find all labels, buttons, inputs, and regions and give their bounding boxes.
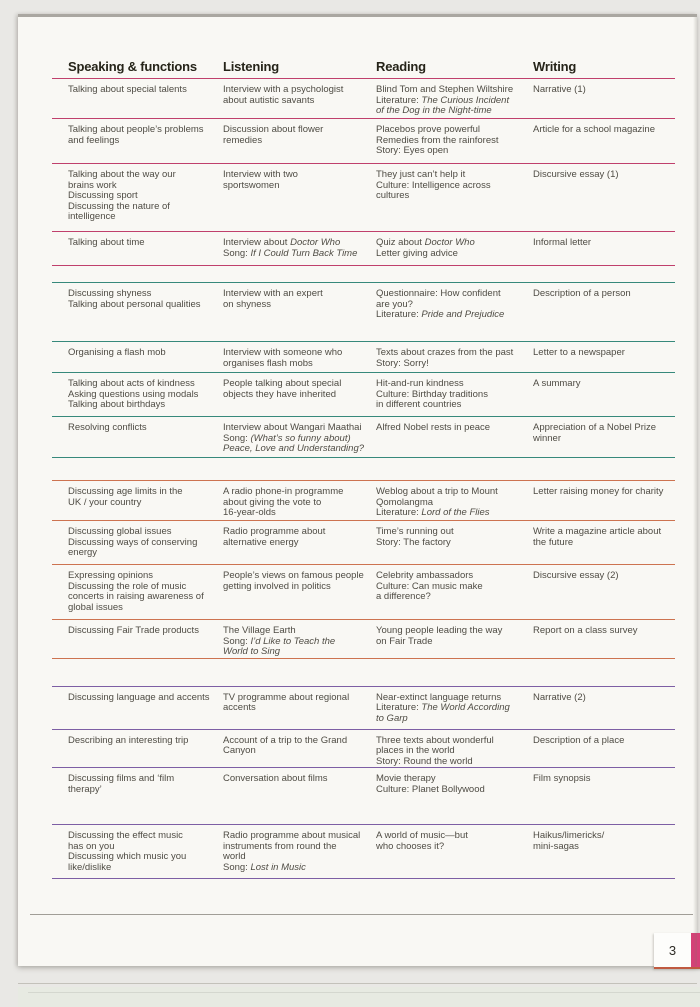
cell-text-line: Interview with someone who <box>223 347 343 358</box>
cell-text-line: Discussing language and accents <box>68 691 210 703</box>
cell-text-line: Canyon <box>223 745 256 756</box>
table-cell <box>376 348 533 372</box>
table-cell <box>223 487 376 520</box>
cell-text-line: Alfred Nobel rests in peace <box>376 422 491 433</box>
table-row <box>52 481 675 521</box>
table-cell <box>52 423 223 457</box>
cell-text-line: Texts about crazes from the past <box>376 347 514 358</box>
cell-text-line: Write a magazine article about <box>533 526 662 537</box>
table-cell <box>52 379 223 416</box>
cell-text-line: Hit-and-run kindness <box>376 378 464 389</box>
table-cell <box>533 571 675 619</box>
table-cell <box>52 85 223 118</box>
cell-text-line: Discussing Fair Trade products <box>68 625 199 636</box>
table-cell <box>376 379 533 416</box>
cell-text-line: Organising a flash mob <box>68 347 166 358</box>
table-cell <box>533 348 675 372</box>
cell-text-line: about giving the vote to <box>223 496 322 508</box>
cell-text-line: concerts in raising awareness of <box>68 591 204 602</box>
cell-text-line: a difference? <box>376 591 431 602</box>
cell-text-line: Discussing sport <box>68 190 138 201</box>
table-cell <box>376 527 533 564</box>
cell-text-line: Story: Sorry! <box>376 357 429 369</box>
unit-section-3 <box>52 480 675 659</box>
scan-bottom-strip <box>18 987 700 1007</box>
page-tab-color-block <box>691 933 700 967</box>
unit-section-4 <box>52 686 675 880</box>
table-cell <box>376 693 533 729</box>
table-cell <box>533 379 675 416</box>
table-row <box>52 687 675 730</box>
table-cell <box>376 170 533 231</box>
cell-text-line: Story: The factory <box>376 536 451 548</box>
table-cell <box>52 774 223 824</box>
cell-text-line: Discussing films and ‘film <box>68 773 175 784</box>
cell-text-line: sportswomen <box>223 179 280 191</box>
cell-text-line: Interview about Wangari Maathai <box>223 422 362 433</box>
cell-text-line: Discursive essay (2) <box>533 570 619 581</box>
cell-text-line: global issues <box>68 601 123 613</box>
table-cell <box>223 527 376 564</box>
cell-text-line: Song: If I Could Turn Back Time <box>223 247 358 259</box>
column-header-writing: Writing <box>533 59 577 74</box>
book-page <box>18 14 697 966</box>
table-cell <box>52 571 223 619</box>
cell-text-line: 16-year-olds <box>223 507 276 518</box>
cell-text-line: Discussing age limits in the <box>68 486 183 497</box>
cell-text-line: Placebos prove powerful <box>376 124 481 135</box>
cell-text-line: Radio programme about <box>223 526 326 537</box>
cell-text-line: A summary <box>533 378 581 389</box>
table-cell <box>52 348 223 372</box>
table-cell <box>376 626 533 658</box>
table-cell <box>533 736 675 768</box>
cell-text-line: accents <box>223 702 256 713</box>
cell-text-line: Talking about the way our <box>68 169 176 180</box>
cell-text-line: Near-extinct language returns <box>376 691 502 703</box>
table-cell <box>52 626 223 658</box>
table-cell <box>223 736 376 768</box>
cell-text-line: organises flash mobs <box>223 357 313 369</box>
cell-text-line: Peace, Love and Understanding? <box>223 443 365 454</box>
table-cell <box>223 238 376 265</box>
cell-text-line: Narrative (1) <box>533 84 586 95</box>
cell-text-line: Talking about time <box>68 237 145 248</box>
cell-text-line: Questionnaire: How confident <box>376 288 501 299</box>
cell-text-line: A radio phone-in programme <box>223 486 344 497</box>
table-cell <box>223 831 376 878</box>
table-cell <box>223 289 376 341</box>
cell-text-line: Song: I’d Like to Teach the <box>223 635 336 647</box>
cell-text-line: Letter to a newspaper <box>533 347 625 358</box>
cell-text-line: Haikus/limericks/ <box>533 830 605 841</box>
cell-text-line: of the Dog in the Night-time <box>376 105 492 116</box>
table-cell <box>533 85 675 118</box>
table-cell <box>533 487 675 520</box>
table-row <box>52 373 675 417</box>
table-cell <box>223 348 376 372</box>
cell-text-line: Discussing the nature of <box>68 200 170 212</box>
table-cell <box>223 571 376 619</box>
cell-text-line: the future <box>533 536 574 548</box>
cell-text-line: Time’s running out <box>376 526 454 537</box>
table-cell <box>376 125 533 163</box>
cell-text-line: Discussing shyness <box>68 288 152 299</box>
table-row <box>52 232 675 266</box>
column-header-listening: Listening <box>223 59 279 74</box>
cell-text-line: Discussing which music you <box>68 851 187 862</box>
table-row <box>52 119 675 164</box>
cell-text-line: Asking questions using modals <box>68 388 199 400</box>
cell-text-line: Letter giving advice <box>376 247 458 259</box>
table-cell <box>533 774 675 824</box>
cell-text-line: on shyness <box>223 298 272 310</box>
cell-text-line: winner <box>533 432 561 444</box>
table-cell <box>223 774 376 824</box>
table-cell <box>223 85 376 118</box>
table-cell <box>223 423 376 457</box>
cell-text-line: Resolving conflicts <box>68 422 147 433</box>
table-cell <box>376 774 533 824</box>
cell-text-line: Literature: The World According <box>376 702 510 713</box>
cell-text-line: Literature: The Curious Incident <box>376 94 510 106</box>
cell-text-line: Describing an interesting trip <box>68 734 189 746</box>
cell-text-line: Song: (What’s so funny about) <box>223 432 351 444</box>
table-cell <box>533 423 675 457</box>
table-cell <box>533 693 675 729</box>
cell-text-line: Culture: Birthday traditions <box>376 388 488 400</box>
table-cell <box>376 289 533 341</box>
table-cell <box>223 170 376 231</box>
table-cell <box>376 736 533 768</box>
scan-bottom-edge-line <box>28 992 700 993</box>
table-cell <box>533 125 675 163</box>
cell-text-line: Literature: Pride and Prejudice <box>376 309 505 320</box>
cell-text-line: Blind Tom and Stephen Wiltshire <box>376 84 514 95</box>
contents-table <box>52 17 675 879</box>
table-cell <box>533 289 675 341</box>
cell-text-line: who chooses it? <box>376 840 445 852</box>
cell-text-line: Three texts about wonderful <box>376 734 494 746</box>
cell-text-line: Film synopsis <box>533 773 591 784</box>
table-cell <box>52 736 223 768</box>
cell-text-line: Talking about acts of kindness <box>68 378 195 389</box>
cell-text-line: Celebrity ambassadors <box>376 570 474 581</box>
cell-text-line: in different countries <box>376 399 462 410</box>
table-header-row <box>52 59 675 79</box>
cell-text-line: UK / your country <box>68 496 142 508</box>
cell-text-line: A world of music—but <box>376 830 468 841</box>
cell-text-line: energy <box>68 547 98 558</box>
cell-text-line: alternative energy <box>223 536 299 548</box>
cell-text-line: mini-sagas <box>533 840 579 852</box>
cell-text-line: Radio programme about musical <box>223 830 361 841</box>
cell-text-line: Conversation about films <box>223 773 328 784</box>
cell-text-line: Informal letter <box>533 237 592 248</box>
table-cell <box>52 170 223 231</box>
table-row <box>52 521 675 565</box>
cell-text-line: like/dislike <box>68 861 112 873</box>
table-row <box>52 79 675 119</box>
table-row <box>52 164 675 232</box>
table-cell <box>52 693 223 729</box>
cell-text-line: Interview about Doctor Who <box>223 237 341 248</box>
table-cell <box>223 626 376 658</box>
table-cell <box>376 831 533 878</box>
cell-text-line: Account of a trip to the Grand <box>223 734 348 746</box>
cell-text-line: World to Sing <box>223 646 281 657</box>
cell-text-line: intelligence <box>68 211 116 222</box>
cell-text-line: on Fair Trade <box>376 635 433 647</box>
cell-text-line: Article for a school magazine <box>533 124 655 135</box>
cell-text-line: Young people leading the way <box>376 625 503 636</box>
cell-text-line: Story: Round the world <box>376 755 473 767</box>
table-row <box>52 620 675 659</box>
cell-text-line: getting involved in politics <box>223 580 331 592</box>
cell-text-line: Talking about special talents <box>68 84 187 95</box>
table-row <box>52 342 675 373</box>
table-body <box>52 79 675 879</box>
cell-text-line: Discussing the effect music <box>68 830 183 841</box>
cell-text-line: Letter raising money for charity <box>533 486 664 497</box>
cell-text-line: Talking about people’s problems <box>68 124 204 135</box>
cell-text-line: Song: Lost in Music <box>223 861 306 873</box>
cell-text-line: Description of a person <box>533 288 631 299</box>
cell-text-line: Discussing ways of conserving <box>68 536 198 548</box>
cell-text-line: world <box>223 851 246 862</box>
cell-text-line: are you? <box>376 298 413 310</box>
table-cell <box>52 487 223 520</box>
table-row <box>52 730 675 769</box>
cell-text-line: Weblog about a trip to Mount <box>376 486 498 497</box>
cell-text-line: cultures <box>376 190 410 201</box>
table-cell <box>52 831 223 878</box>
table-cell <box>376 487 533 520</box>
unit-section-1 <box>52 79 675 266</box>
page-number: 3 <box>654 933 691 967</box>
cell-text-line: brains work <box>68 179 117 191</box>
cell-text-line: Movie therapy <box>376 773 436 784</box>
table-cell <box>223 379 376 416</box>
cell-text-line: Remedies from the rainforest <box>376 134 499 146</box>
table-cell <box>533 626 675 658</box>
table-row <box>52 417 675 458</box>
table-cell <box>52 289 223 341</box>
cell-text-line: Narrative (2) <box>533 691 586 703</box>
cell-text-line: Talking about birthdays <box>68 399 166 410</box>
cell-text-line: Talking about personal qualities <box>68 298 201 310</box>
cell-text-line: Description of a place <box>533 734 625 746</box>
table-cell <box>376 238 533 265</box>
cell-text-line: Interview with an expert <box>223 288 323 299</box>
table-cell <box>223 693 376 729</box>
cell-text-line: therapy’ <box>68 783 102 795</box>
cell-text-line: and feelings <box>68 134 120 146</box>
cell-text-line: Qomolangma <box>376 496 434 508</box>
cell-text-line: Culture: Intelligence across <box>376 179 491 191</box>
cell-text-line: People’s views on famous people <box>223 570 364 581</box>
cell-text-line: TV programme about regional <box>223 691 350 703</box>
cell-text-line: Discussing global issues <box>68 526 172 537</box>
cell-text-line: Appreciation of a Nobel Prize <box>533 422 657 433</box>
cell-text-line: Literature: Lord of the Flies <box>376 507 490 518</box>
cell-text-line: Culture: Can music make <box>376 580 483 592</box>
cell-text-line: objects they have inherited <box>223 388 337 400</box>
cell-text-line: about autistic savants <box>223 94 315 106</box>
table-cell <box>533 527 675 564</box>
cell-text-line: Discussing the role of music <box>68 580 187 592</box>
cell-text-line: Discussion about flower <box>223 124 324 135</box>
cell-text-line: Interview with a psychologist <box>223 84 344 95</box>
cell-text-line: Quiz about Doctor Who <box>376 237 475 248</box>
table-cell <box>52 527 223 564</box>
cell-text-line: Interview with two <box>223 169 298 180</box>
page-bottom-edge-line <box>18 983 697 984</box>
cell-text-line: Expressing opinions <box>68 570 154 581</box>
page-number-tab <box>654 933 700 969</box>
unit-section-2 <box>52 282 675 458</box>
table-cell <box>223 125 376 163</box>
table-row <box>52 283 675 342</box>
cell-text-line: Discursive essay (1) <box>533 169 619 180</box>
column-header-reading: Reading <box>376 59 426 74</box>
table-cell <box>376 85 533 118</box>
underlying-page-edge-line <box>30 914 693 915</box>
table-row <box>52 565 675 620</box>
table-cell <box>52 238 223 265</box>
cell-text-line: Story: Eyes open <box>376 145 449 156</box>
cell-text-line: remedies <box>223 134 263 146</box>
cell-text-line: Report on a class survey <box>533 625 638 636</box>
cell-text-line: has on you <box>68 840 115 852</box>
table-cell <box>376 571 533 619</box>
cell-text-line: Culture: Planet Bollywood <box>376 783 485 795</box>
cell-text-line: to Garp <box>376 712 408 724</box>
column-header-speaking-functions: Speaking & functions <box>68 59 197 74</box>
cell-text-line: People talking about special <box>223 378 342 389</box>
table-row <box>52 768 675 825</box>
table-cell <box>52 125 223 163</box>
cell-text-line: instruments from round the <box>223 840 337 852</box>
table-cell <box>376 423 533 457</box>
cell-text-line: The Village Earth <box>223 625 296 636</box>
cell-text-line: places in the world <box>376 745 455 756</box>
table-cell <box>533 170 675 231</box>
table-row <box>52 825 675 879</box>
cell-text-line: They just can’t help it <box>376 169 466 180</box>
table-cell <box>533 238 675 265</box>
table-cell <box>533 831 675 878</box>
